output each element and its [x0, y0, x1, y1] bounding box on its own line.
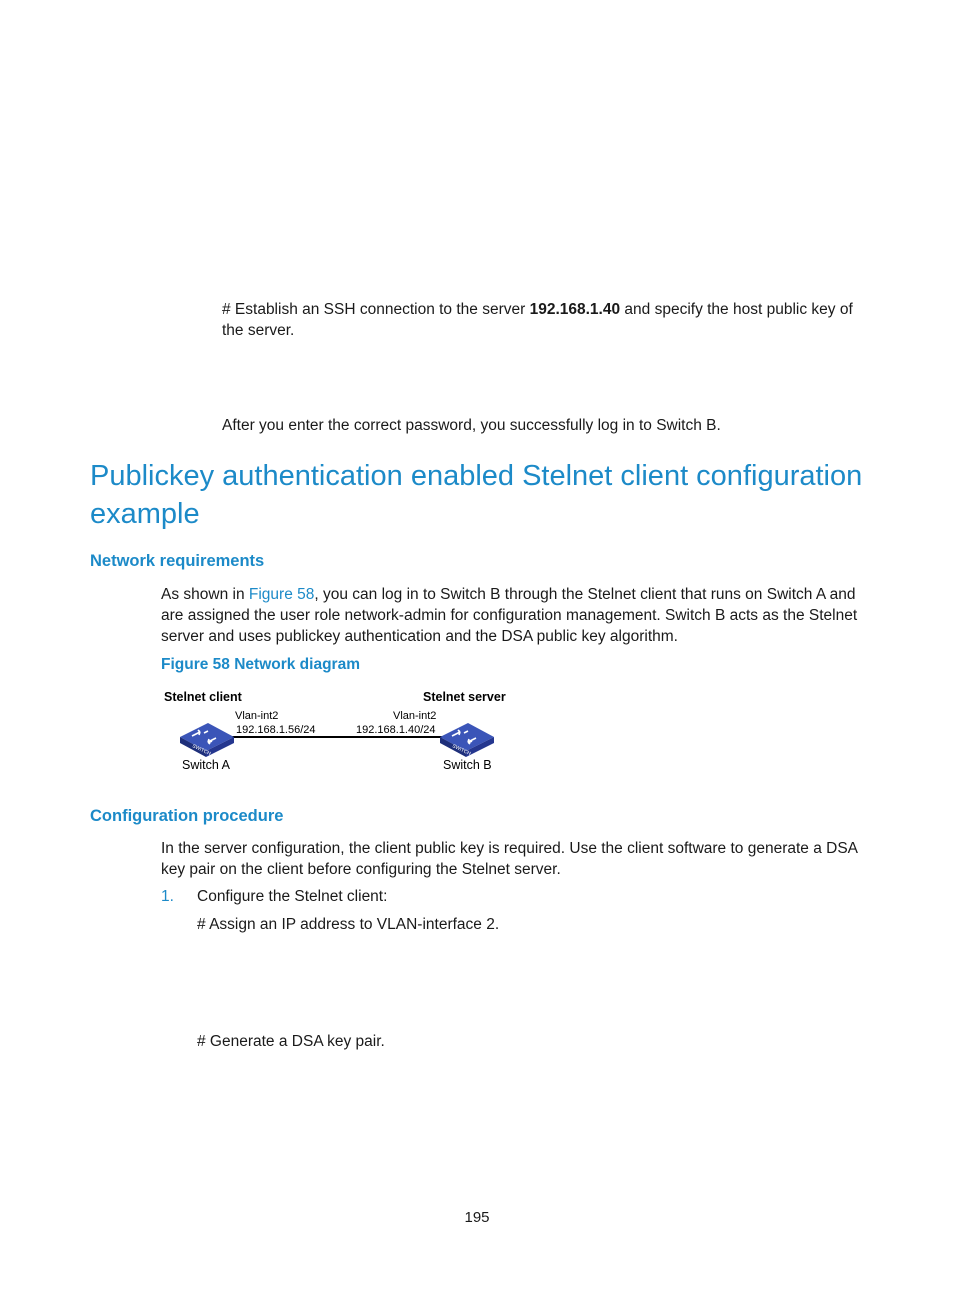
page-number: 195 — [464, 1209, 490, 1226]
switch-a-label: Switch A — [182, 758, 230, 772]
network-requirements-heading: Network requirements — [90, 552, 265, 570]
network-requirements-paragraph — [161, 584, 866, 647]
nr-text-after: , you can log in to Switch B through the Stelnet client that runs on Switch A and are assigned the user role network-admin for configuration management. Switch B acts as the Stelnet server and uses publickey authentication and the DSA public key algorithm. — [161, 586, 858, 645]
assign-ip-instruction: # Assign an IP address to VLAN-interface 2. — [197, 916, 500, 933]
login-paragraph: After you enter the correct password, you successfully log in to Switch B. — [222, 417, 721, 434]
figure-caption: Figure 58 Network diagram — [161, 656, 360, 673]
svg-text:SWITCH: SWITCH — [451, 743, 472, 758]
switch-b-interface: Vlan-int2 — [393, 710, 437, 722]
p1-text-after: and specify the host public key of the server. — [222, 301, 853, 339]
svg-text:SWITCH: SWITCH — [191, 743, 212, 758]
generate-key-instruction: # Generate a DSA key pair. — [197, 1033, 385, 1050]
ssh-connection-paragraph — [222, 299, 866, 341]
switch-a-interface: Vlan-int2 — [235, 710, 279, 722]
switch-b-icon — [440, 723, 494, 757]
stelnet-server-label: Stelnet server — [423, 690, 506, 704]
section-heading: Publickey authentication enabled Stelnet client configuration example — [90, 460, 863, 530]
step-text: Configure the Stelnet client: — [197, 888, 388, 905]
step-number: 1. — [161, 888, 174, 905]
switch-b-label: Switch B — [443, 758, 492, 772]
nr-text-before: As shown in — [161, 586, 249, 603]
switch-b-ip: 192.168.1.40/24 — [356, 724, 436, 736]
stelnet-client-label: Stelnet client — [164, 690, 242, 704]
configuration-intro: In the server configuration, the client public key is required. Use the client software to generate a DSA key pair on the client before configuring the Stelnet server. — [161, 840, 858, 878]
switch-a-ip: 192.168.1.56/24 — [236, 724, 316, 736]
configuration-procedure-heading: Configuration procedure — [90, 807, 284, 825]
network-diagram — [170, 705, 510, 765]
server-ip: 192.168.1.40 — [529, 301, 621, 318]
switch-a-icon — [180, 723, 234, 757]
figure-58-link[interactable]: Figure 58 — [248, 586, 315, 603]
p1-text-before: # Establish an SSH connection to the server — [222, 301, 530, 318]
